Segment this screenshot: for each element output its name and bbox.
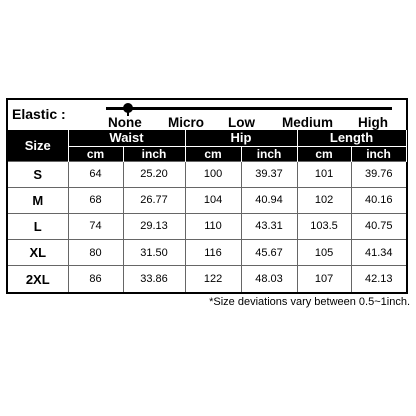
table-row [8, 266, 406, 292]
value-cell: 80 [68, 240, 123, 266]
size-cell: 2XL [8, 266, 68, 292]
hip-header: Hip [185, 130, 297, 146]
table-row [8, 240, 406, 266]
unit-header: cm [68, 146, 123, 161]
value-cell: 68 [68, 187, 123, 213]
table-row [8, 161, 406, 187]
value-cell: 116 [185, 240, 241, 266]
value-cell: 42.13 [351, 266, 406, 292]
group-header-row [8, 130, 406, 146]
elastic-option-medium: Medium [282, 115, 334, 130]
value-cell: 105 [297, 240, 351, 266]
size-cell: L [8, 213, 68, 239]
unit-header: inch [351, 146, 406, 161]
elastic-option-low: Low [228, 115, 255, 130]
elastic-option-high: High [358, 115, 388, 130]
value-cell: 29.13 [123, 213, 185, 239]
unit-header: cm [297, 146, 351, 161]
table-row [8, 187, 406, 213]
elastic-option-micro: Micro [168, 115, 205, 130]
size-chart [6, 98, 408, 294]
value-cell: 64 [68, 161, 123, 187]
elastic-scale [106, 100, 392, 130]
table-row [8, 213, 406, 239]
value-cell: 40.16 [351, 187, 406, 213]
size-cell: S [8, 161, 68, 187]
value-cell: 103.5 [297, 213, 351, 239]
value-cell: 74 [68, 213, 123, 239]
value-cell: 39.76 [351, 161, 406, 187]
value-cell: 25.20 [123, 161, 185, 187]
elastic-label: Elastic : [12, 106, 66, 122]
waist-header: Waist [68, 130, 185, 146]
value-cell: 107 [297, 266, 351, 292]
value-cell: 43.31 [241, 213, 297, 239]
size-header: Size [8, 130, 68, 161]
size-cell: XL [8, 240, 68, 266]
value-cell: 40.94 [241, 187, 297, 213]
value-cell: 39.37 [241, 161, 297, 187]
value-cell: 41.34 [351, 240, 406, 266]
value-cell: 104 [185, 187, 241, 213]
value-cell: 26.77 [123, 187, 185, 213]
value-cell: 45.67 [241, 240, 297, 266]
value-cell: 31.50 [123, 240, 185, 266]
value-cell: 33.86 [123, 266, 185, 292]
value-cell: 86 [68, 266, 123, 292]
size-cell: M [8, 187, 68, 213]
elastic-scale-line [106, 107, 392, 110]
value-cell: 102 [297, 187, 351, 213]
value-cell: 40.75 [351, 213, 406, 239]
elastic-row [8, 100, 406, 132]
unit-header-row [8, 146, 406, 161]
unit-header: cm [185, 146, 241, 161]
unit-header: inch [123, 146, 185, 161]
value-cell: 48.03 [241, 266, 297, 292]
elastic-option-none: None [108, 115, 142, 130]
size-table [8, 130, 407, 292]
value-cell: 110 [185, 213, 241, 239]
length-header: Length [297, 130, 406, 146]
value-cell: 101 [297, 161, 351, 187]
size-deviation-note: *Size deviations vary between 0.5~1inch. [209, 296, 410, 308]
unit-header: inch [241, 146, 297, 161]
value-cell: 100 [185, 161, 241, 187]
value-cell: 122 [185, 266, 241, 292]
